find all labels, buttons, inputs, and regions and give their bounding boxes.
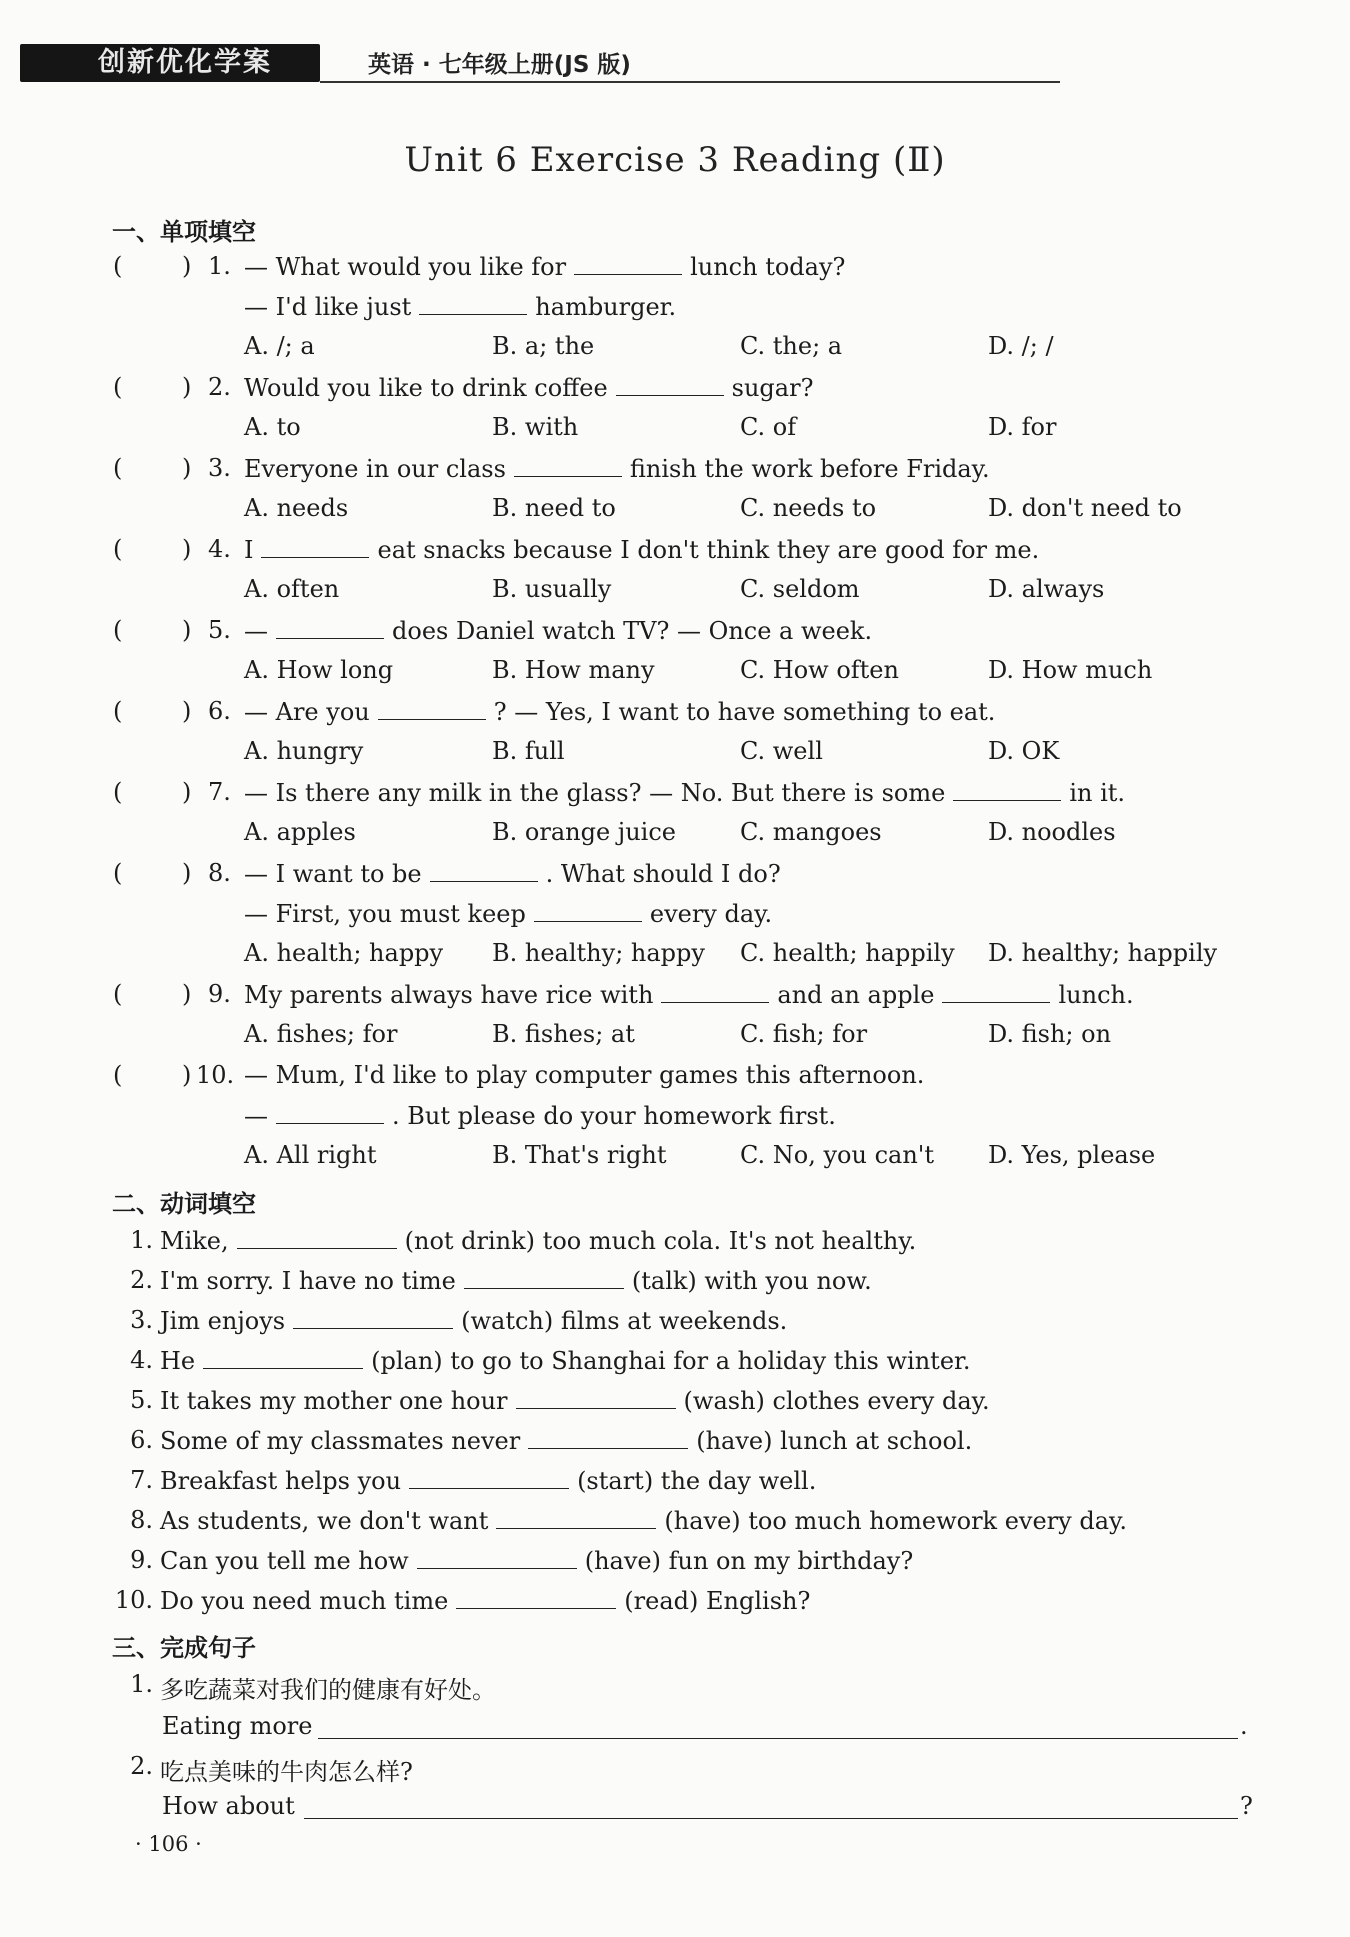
option-a: A. hungry (244, 737, 364, 765)
section3-heading: 三、完成句子 (112, 1634, 256, 1662)
answer-paren-left: ( (113, 1061, 123, 1089)
option-d: D. for (988, 413, 1057, 441)
answer-blank[interactable] (616, 373, 724, 396)
answer-blank[interactable] (261, 535, 369, 558)
answer-blank[interactable] (276, 616, 384, 639)
stem-text: lunch. (1058, 981, 1134, 1009)
question-stem (244, 980, 1134, 1009)
item-number: 3. (130, 1306, 153, 1334)
question-number: 9. (208, 980, 231, 1008)
item-text: (talk) with you now. (631, 1267, 872, 1295)
question-number: 5. (208, 616, 231, 644)
sentence-start: Eating more (162, 1712, 313, 1740)
item-text: (start) the day well. (577, 1467, 817, 1495)
item-number: 4. (130, 1346, 153, 1374)
page-header (20, 44, 1040, 84)
item-text: Breakfast helps you (160, 1467, 402, 1495)
option-b: B. fishes; at (492, 1020, 635, 1048)
item-text: (watch) films at weekends. (461, 1307, 788, 1335)
question-number: 1. (208, 252, 231, 280)
item-text: Do you need much time (160, 1587, 449, 1615)
answer-blank[interactable] (534, 899, 642, 922)
item-text: (wash) clothes every day. (683, 1387, 990, 1415)
question-stem (244, 899, 772, 928)
question-number: 2. (208, 373, 231, 401)
stem-text: — I want to be (244, 860, 422, 888)
question-stem (244, 616, 872, 645)
answer-paren-left: ( (113, 616, 123, 644)
item-number: 5. (130, 1386, 153, 1414)
stem-text: — What would you like for (244, 253, 567, 281)
answer-blank[interactable] (942, 980, 1050, 1003)
item-number: 9. (130, 1546, 153, 1574)
stem-text: . What should I do? (545, 860, 781, 888)
answer-paren-right: ) (182, 1061, 192, 1089)
option-a: A. often (244, 575, 340, 603)
stem-text: — Mum, I'd like to play computer games this afternoon. (244, 1061, 925, 1089)
answer-blank[interactable] (514, 454, 622, 477)
answer-blank[interactable] (276, 1101, 384, 1124)
header-rule (320, 81, 1060, 83)
question-stem (244, 859, 781, 888)
question-stem (244, 292, 676, 321)
question-stem (244, 697, 995, 726)
item-text: (plan) to go to Shanghai for a holiday this winter. (371, 1347, 971, 1375)
chinese-prompt: 吃点美味的牛肉怎么样? (160, 1758, 413, 1786)
item-text: Can you tell me how (160, 1547, 409, 1575)
answer-blank[interactable] (456, 1586, 616, 1609)
item-text: He (160, 1347, 196, 1375)
item-text: (have) too much homework every day. (664, 1507, 1128, 1535)
stem-text: — I'd like just (244, 293, 412, 321)
answer-blank[interactable] (293, 1306, 453, 1329)
answer-paren-right: ) (182, 454, 192, 482)
answer-paren-left: ( (113, 980, 123, 1008)
chinese-prompt: 多吃蔬菜对我们的健康有好处。 (160, 1676, 496, 1704)
stem-text: — (244, 617, 268, 645)
item-text: (read) English? (624, 1587, 811, 1615)
stem-text: — Is there any milk in the glass? — No. But there is some (244, 779, 946, 807)
option-d: D. Yes, please (988, 1141, 1156, 1169)
answer-paren-right: ) (182, 697, 192, 725)
item-text: Some of my classmates never (160, 1427, 521, 1455)
option-b: B. usually (492, 575, 612, 603)
option-c: C. How often (740, 656, 899, 684)
option-d: D. healthy; happily (988, 939, 1218, 967)
option-a: A. /; a (244, 332, 315, 360)
option-a: A. needs (244, 494, 349, 522)
option-c: C. seldom (740, 575, 860, 603)
option-c: C. fish; for (740, 1020, 868, 1048)
answer-paren-left: ( (113, 778, 123, 806)
answer-paren-right: ) (182, 535, 192, 563)
answer-paren-right: ) (182, 859, 192, 887)
option-a: A. fishes; for (244, 1020, 398, 1048)
section2-heading: 二、动词填空 (112, 1190, 256, 1218)
question-number: 10. (196, 1061, 235, 1089)
answer-paren-right: ) (182, 252, 192, 280)
question-stem (244, 454, 990, 483)
answer-blank[interactable] (203, 1346, 363, 1369)
answer-blank[interactable] (378, 697, 486, 720)
question-number: 6. (208, 697, 231, 725)
option-b: B. full (492, 737, 565, 765)
question-number: 4. (208, 535, 231, 563)
option-a: A. apples (244, 818, 356, 846)
page-number: · 106 · (135, 1832, 202, 1856)
answer-paren-right: ) (182, 778, 192, 806)
answer-blank[interactable] (516, 1386, 676, 1409)
stem-text: lunch today? (690, 253, 846, 281)
answer-blank[interactable] (417, 1546, 577, 1569)
item-number: 1. (130, 1670, 153, 1698)
answer-paren-right: ) (182, 616, 192, 644)
option-d: D. /; / (988, 332, 1054, 360)
stem-text: Would you like to drink coffee (244, 374, 608, 402)
question-number: 7. (208, 778, 231, 806)
option-d: D. fish; on (988, 1020, 1112, 1048)
option-c: C. mangoes (740, 818, 882, 846)
answer-paren-right: ) (182, 980, 192, 1008)
answer-blank[interactable] (430, 859, 538, 882)
item-text: (have) lunch at school. (696, 1427, 973, 1455)
stem-text: Everyone in our class (244, 455, 506, 483)
option-c: C. of (740, 413, 797, 441)
option-a: A. All right (244, 1141, 377, 1169)
answer-blank[interactable] (419, 292, 527, 315)
sentence-end: . (1240, 1712, 1248, 1740)
option-b: B. with (492, 413, 579, 441)
question-stem (244, 535, 1039, 564)
stem-text: ? — Yes, I want to have something to eat. (493, 698, 996, 726)
option-c: C. health; happily (740, 939, 955, 967)
sentence-end: ? (1240, 1792, 1253, 1820)
stem-text: in it. (1069, 779, 1126, 807)
option-a: A. health; happy (244, 939, 444, 967)
answer-paren-left: ( (113, 454, 123, 482)
section1-heading: 一、单项填空 (112, 218, 256, 246)
stem-text: every day. (649, 900, 773, 928)
item-text: (not drink) too much cola. It's not healthy. (404, 1227, 917, 1255)
answer-blank[interactable] (574, 252, 682, 275)
item-number: 2. (130, 1752, 153, 1780)
option-d: D. always (988, 575, 1105, 603)
item-number: 6. (130, 1426, 153, 1454)
option-a: A. to (244, 413, 301, 441)
option-d: D. noodles (988, 818, 1116, 846)
option-a: A. How long (244, 656, 394, 684)
stem-text: finish the work before Friday. (629, 455, 990, 483)
option-c: C. No, you can't (740, 1141, 935, 1169)
question-stem (244, 252, 845, 281)
option-b: B. That's right (492, 1141, 667, 1169)
stem-text: — First, you must keep (244, 900, 526, 928)
answer-paren-left: ( (113, 252, 123, 280)
brand-logo: 创新优化学案 (20, 44, 320, 82)
option-c: C. the; a (740, 332, 843, 360)
question-stem (244, 778, 1125, 807)
item-text: Jim enjoys (160, 1307, 286, 1335)
question-number: 8. (208, 859, 231, 887)
option-c: C. well (740, 737, 823, 765)
answer-blank[interactable] (464, 1266, 624, 1289)
book-title: 英语 · 七年级上册(JS 版) (368, 52, 631, 78)
answer-paren-left: ( (113, 535, 123, 563)
answer-paren-left: ( (113, 697, 123, 725)
sentence-start: How about (162, 1792, 295, 1820)
stem-text: My parents always have rice with (244, 981, 654, 1009)
option-b: B. healthy; happy (492, 939, 705, 967)
stem-text: and an apple (777, 981, 935, 1009)
stem-text: does Daniel watch TV? — Once a week. (392, 617, 873, 645)
page-title: Unit 6 Exercise 3 Reading (Ⅱ) (404, 140, 946, 180)
answer-paren-left: ( (113, 859, 123, 887)
question-stem (244, 1061, 924, 1089)
answer-blank[interactable] (661, 980, 769, 1003)
answer-blank[interactable] (953, 778, 1061, 801)
stem-text: — Are you (244, 698, 370, 726)
stem-text: — (244, 1102, 268, 1130)
option-b: B. orange juice (492, 818, 676, 846)
item-text: It takes my mother one hour (160, 1387, 508, 1415)
answer-line[interactable] (304, 1816, 1238, 1819)
stem-text: . But please do your homework first. (392, 1102, 836, 1130)
option-c: C. needs to (740, 494, 877, 522)
item-number: 7. (130, 1466, 153, 1494)
answer-blank[interactable] (409, 1466, 569, 1489)
option-b: B. need to (492, 494, 616, 522)
item-number: 2. (130, 1266, 153, 1294)
item-number: 10. (114, 1586, 153, 1614)
option-d: D. OK (988, 737, 1060, 765)
question-stem (244, 373, 813, 402)
stem-text: hamburger. (535, 293, 677, 321)
question-stem (244, 1101, 836, 1130)
option-d: D. How much (988, 656, 1153, 684)
stem-text: eat snacks because I don't think they are good for me. (377, 536, 1040, 564)
answer-line[interactable] (318, 1736, 1238, 1739)
option-b: B. a; the (492, 332, 595, 360)
answer-blank[interactable] (528, 1426, 688, 1449)
question-number: 3. (208, 454, 231, 482)
stem-text: sugar? (731, 374, 814, 402)
item-number: 1. (130, 1226, 153, 1254)
item-text: I'm sorry. I have no time (160, 1267, 456, 1295)
item-text: (have) fun on my birthday? (584, 1547, 914, 1575)
answer-blank[interactable] (237, 1226, 397, 1249)
item-text: Mike, (160, 1227, 229, 1255)
option-b: B. How many (492, 656, 655, 684)
answer-paren-right: ) (182, 373, 192, 401)
answer-blank[interactable] (496, 1506, 656, 1529)
answer-paren-left: ( (113, 373, 123, 401)
item-number: 8. (130, 1506, 153, 1534)
option-d: D. don't need to (988, 494, 1182, 522)
item-text: As students, we don't want (160, 1507, 489, 1535)
stem-text: I (244, 536, 254, 564)
